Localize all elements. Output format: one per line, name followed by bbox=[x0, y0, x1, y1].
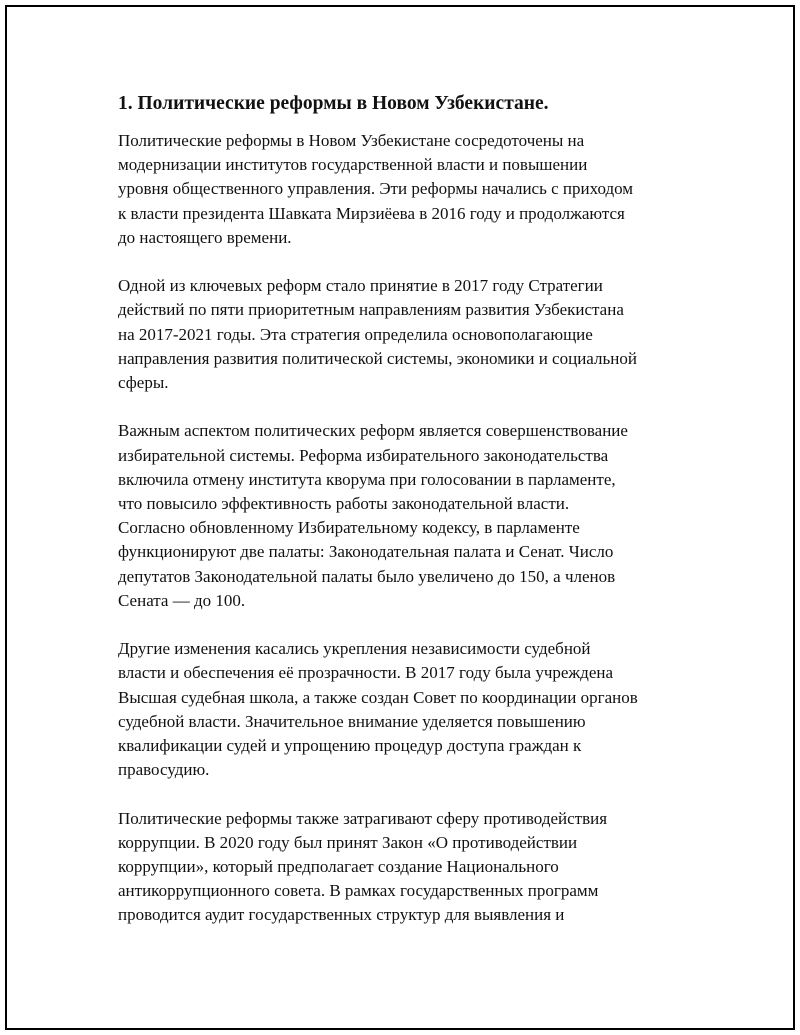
text-line: Сената — до 100. bbox=[118, 590, 246, 610]
text-line: Согласно обновленному Избирательному кодексу, в парламенте bbox=[118, 518, 580, 538]
text-line: включила отмену института кворума при голосовании в парламенте, bbox=[118, 469, 616, 489]
text-line: до настоящего времени. bbox=[118, 227, 292, 247]
text-line: коррупции. В 2020 году был принят Закон «О противодействии bbox=[118, 832, 578, 852]
text-line: квалификации судей и упрощению процедур доступа граждан к bbox=[118, 736, 582, 756]
text-line: избирательной системы. Реформа избирательного законодательства bbox=[118, 445, 609, 465]
body-paragraph bbox=[118, 807, 688, 928]
text-line: функционируют две палаты: Законодательная палата и Сенат. Число bbox=[118, 542, 614, 562]
body-paragraph bbox=[118, 274, 688, 395]
text-line: коррупции», который предполагает создание Национального bbox=[118, 857, 559, 877]
text-line: антикоррупционного совета. В рамках государственных программ bbox=[118, 881, 599, 901]
text-line: модернизации институтов государственной власти и повышении bbox=[118, 155, 588, 175]
text-line: Политические реформы также затрагивают сферу противодействия bbox=[118, 808, 608, 828]
text-line: судебной власти. Значительное внимание уделяется повышению bbox=[118, 711, 586, 731]
text-line: направления развития политической системы, экономики и социальной bbox=[118, 348, 637, 368]
document-body bbox=[118, 92, 688, 952]
text-line: действий по пяти приоритетным направлениям развития Узбекистана bbox=[118, 300, 624, 320]
section-heading: 1. Политические реформы в Новом Узбекистане. bbox=[118, 93, 549, 114]
body-paragraph bbox=[118, 129, 688, 250]
text-line: сферы. bbox=[118, 373, 169, 393]
text-line: Одной из ключевых реформ стало принятие в 2017 году Стратегии bbox=[118, 276, 603, 296]
text-line: к власти президента Шавката Мирзиёева в 2016 году и продолжаются bbox=[118, 203, 625, 223]
text-line: уровня общественного управления. Эти реформы начались с приходом bbox=[118, 179, 634, 199]
text-line: Высшая судебная школа, а также создан Совет по координации органов bbox=[118, 687, 638, 707]
body-paragraph bbox=[118, 637, 688, 782]
text-line: депутатов Законодательной палаты было увеличено до 150, а членов bbox=[118, 566, 616, 586]
paragraph-container bbox=[118, 129, 688, 928]
text-line: правосудию. bbox=[118, 760, 210, 780]
text-line: проводится аудит государственных структур для выявления и bbox=[118, 905, 565, 925]
text-line: на 2017-2021 годы. Эта стратегия определила основополагающие bbox=[118, 324, 593, 344]
text-line: что повысило эффективность работы законодательной власти. bbox=[118, 494, 570, 514]
text-line: власти и обеспечения её прозрачности. В 2017 году была учреждена bbox=[118, 663, 614, 683]
text-line: Важным аспектом политических реформ является совершенствование bbox=[118, 421, 628, 441]
text-line: Политические реформы в Новом Узбекистане сосредоточены на bbox=[118, 131, 585, 150]
body-paragraph bbox=[118, 419, 688, 613]
text-line: Другие изменения касались укрепления независимости судебной bbox=[118, 639, 591, 659]
